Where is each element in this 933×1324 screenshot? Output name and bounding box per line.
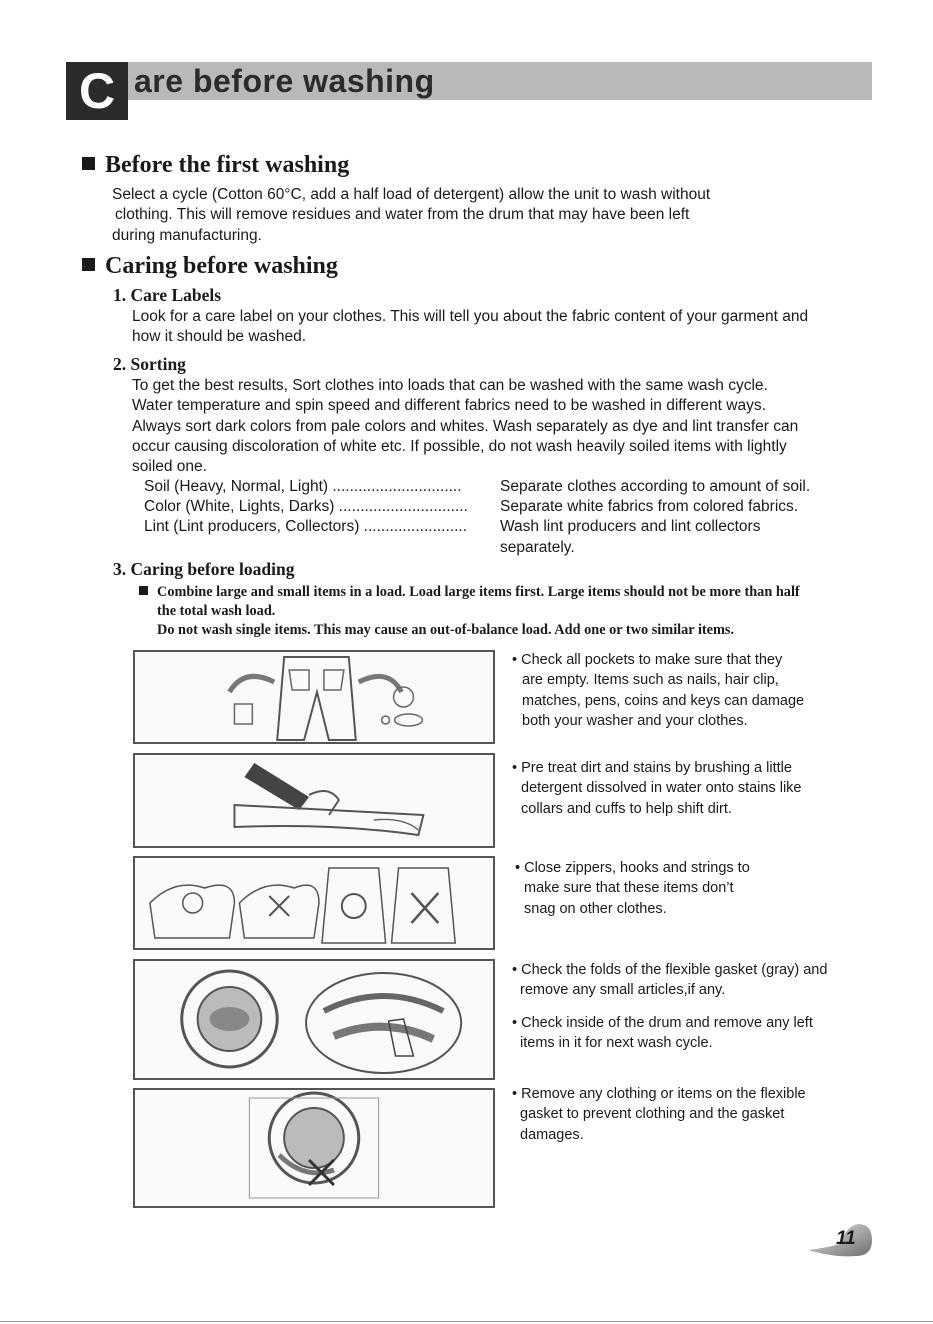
sort-row-lint-continuation: separately. — [500, 539, 575, 556]
text-line: matches, pens, coins and keys can damage — [522, 692, 805, 709]
subheading-care-labels: 1. Care Labels — [113, 285, 222, 305]
text-line: collars and cuffs to help shift dirt. — [521, 800, 732, 817]
tip-pretreat — [512, 758, 802, 819]
text-line: snag on other clothes. — [524, 900, 667, 917]
text-line: the total wash load. — [157, 603, 276, 619]
text-line: To get the best results, Sort clothes into loads that can be washed with the same wash cycle. — [132, 377, 768, 394]
text-line: • Pre treat dirt and stains by brushing a little — [512, 760, 792, 776]
section-title: Caring before washing — [105, 253, 338, 279]
page-title: are before washing — [134, 63, 435, 99]
loading-note — [139, 583, 800, 640]
text-line: during manufacturing. — [112, 226, 262, 244]
bullet-square-icon — [139, 586, 148, 595]
bullet-square-icon — [82, 157, 95, 170]
sort-row-soil-label: Soil (Heavy, Normal, Light) .............................. — [144, 478, 462, 495]
text-line: Look for a care label on your clothes. This will tell you about the fabric content of your garment and — [132, 308, 809, 325]
illustration-check-gasket — [133, 959, 495, 1080]
text-line: • Check the folds of the flexible gasket (gray) and — [512, 962, 828, 978]
tip-check-drum — [512, 1013, 813, 1054]
section-title: Before the first washing — [105, 152, 350, 178]
text-line: how it should be washed. — [132, 328, 307, 346]
sort-row-color-value: Separate white fabrics from colored fabrics. — [500, 498, 799, 515]
care-labels-text — [132, 307, 808, 348]
text-line: remove any small articles,if any. — [520, 982, 726, 999]
text-line: • Check inside of the drum and remove any left — [512, 1015, 813, 1031]
text-line: Do not wash single items. This may cause an out-of-balance load. Add one or two similar items. — [157, 622, 735, 638]
zipper-garments-icon — [135, 858, 493, 948]
text-line: make sure that these items don’t — [524, 880, 734, 897]
tip-remove-clothing — [512, 1084, 806, 1145]
illustration-pretreat-stains — [133, 753, 495, 848]
sort-row-lint-value: Wash lint producers and lint collectors — [500, 518, 761, 535]
text-line: clothing. This will remove residues and water from the drum that may have been left — [115, 206, 690, 224]
tip-check-gasket — [512, 960, 827, 1001]
sort-row-soil-value: Separate clothes according to amount of soil. — [500, 478, 811, 495]
illustration-check-pockets — [133, 650, 495, 744]
tip-close-zippers — [515, 858, 750, 919]
text-line: occur causing discoloration of white etc. If possible, do not wash heavily soiled items with lightly — [132, 437, 787, 455]
drum-gasket-icon — [135, 961, 493, 1078]
section-heading-first-washing — [82, 152, 349, 179]
sorting-text — [132, 376, 798, 477]
subheading-sorting: 2. Sorting — [113, 354, 186, 374]
sort-row-lint-label: Lint (Lint producers, Collectors) ........................ — [144, 518, 468, 535]
header-initial-letter: C — [66, 62, 128, 120]
subheading-caring-before-loading: 3. Caring before loading — [113, 559, 295, 579]
sort-row-color-label: Color (White, Lights, Darks) .............................. — [144, 498, 468, 515]
text-line: • Check all pockets to make sure that they — [512, 652, 783, 668]
text-line: both your washer and your clothes. — [522, 712, 748, 729]
text-line: Combine large and small items in a load. Load large items first. Large items should not be more than half — [157, 584, 800, 600]
text-line: Select a cycle (Cotton 60°C, add a half load of detergent) allow the unit to wash without — [112, 186, 711, 203]
illustration-remove-items-gasket — [133, 1088, 495, 1208]
drum-remove-icon — [135, 1090, 493, 1206]
bottom-rule — [0, 1321, 933, 1322]
pants-pockets-icon — [135, 652, 493, 742]
text-line: detergent dissolved in water onto stains like — [521, 780, 802, 797]
text-line: • Remove any clothing or items on the flexible — [512, 1086, 806, 1102]
bullet-square-icon — [82, 258, 95, 271]
text-line: gasket to prevent clothing and the gasket — [520, 1106, 785, 1123]
first-washing-text — [112, 185, 710, 246]
page-number: 11 — [836, 1228, 856, 1249]
text-line: damages. — [520, 1126, 584, 1143]
illustration-close-zippers — [133, 856, 495, 950]
detergent-bottle-icon — [135, 755, 493, 846]
section-heading-caring — [82, 253, 338, 280]
text-line: soiled one. — [132, 458, 207, 476]
text-line: items in it for next wash cycle. — [520, 1035, 713, 1052]
text-line: Water temperature and spin speed and different fabrics need to be washed in different ways. — [132, 397, 766, 415]
tip-check-pockets — [512, 650, 804, 731]
text-line: • Close zippers, hooks and strings to — [515, 860, 750, 876]
text-line: are empty. Items such as nails, hair clip, — [522, 672, 779, 689]
text-line: Always sort dark colors from pale colors and whites. Wash separately as dye and lint transfer can — [132, 417, 799, 435]
